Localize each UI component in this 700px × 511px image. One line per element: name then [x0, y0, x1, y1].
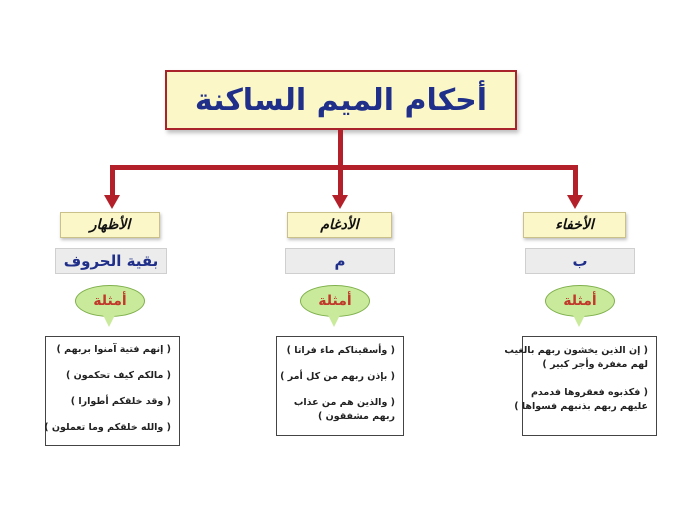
title-box [165, 70, 517, 130]
connector-trunk [338, 130, 343, 168]
diagram-title: أحكام الميم الساكنة [194, 82, 488, 118]
example-line: ( إن الذين يخشون ربهم بالغيب [504, 345, 648, 356]
category-ikhfa-box [523, 212, 626, 238]
connector-middle-stem [338, 165, 343, 197]
example-line: ( وقد خلقكم أطوارا ) [70, 396, 171, 407]
arrow-right [567, 195, 583, 209]
example-line: ( والذين هم من عذاب [293, 397, 395, 408]
connector-right-stem [573, 165, 578, 197]
category-izhar-label: الأظهار [89, 217, 131, 233]
letter-izhar-label: بقية الحروف [63, 252, 159, 270]
example-line: ( إنهم فتية آمنوا بربهم ) [56, 344, 171, 355]
example-line: عليهم ربهم بذنبهم فسواها ) [514, 401, 648, 412]
bubble-tail-ikhfa [572, 313, 586, 327]
examples-bubble-izhar-label: أمثلة [93, 293, 127, 309]
connector-horizontal [110, 165, 578, 170]
category-idgham-label: الأدغام [320, 217, 359, 233]
examples-box-idgham [276, 336, 404, 436]
example-line: ( وأسقيناكم ماء فراتا ) [286, 345, 395, 356]
example-line: لهم مغفرة وأجر كبير ) [542, 359, 648, 370]
example-line: ربهم مشفقون ) [317, 411, 395, 422]
examples-bubble-idgham-label: أمثلة [318, 293, 352, 309]
connector-left-stem [110, 165, 115, 197]
letter-izhar-box [55, 248, 167, 274]
examples-box-ikhfa [504, 336, 657, 436]
letter-idgham-box [285, 248, 395, 274]
letter-idgham-label: م [334, 252, 346, 270]
arrow-middle [332, 195, 348, 209]
letter-ikhfa-label: ب [572, 252, 588, 270]
examples-box-izhar [45, 336, 180, 446]
category-idgham-box [287, 212, 392, 238]
examples-bubble-ikhfa-label: أمثلة [563, 293, 597, 309]
example-line: ( والله خلقكم وما تعملون ) [44, 422, 171, 433]
bubble-tail-izhar [102, 313, 116, 327]
bubble-tail-idgham [327, 313, 341, 327]
category-ikhfa-label: الأخفاء [555, 217, 594, 233]
example-line: ( فكذبوه فعقروها فدمدم [530, 387, 648, 398]
example-line: ( بإذن ربهم من كل أمر ) [280, 371, 395, 382]
category-izhar-box [60, 212, 160, 238]
letter-ikhfa-box [525, 248, 635, 274]
example-line: ( مالكم كيف تحكمون ) [66, 370, 171, 381]
arrow-left [104, 195, 120, 209]
